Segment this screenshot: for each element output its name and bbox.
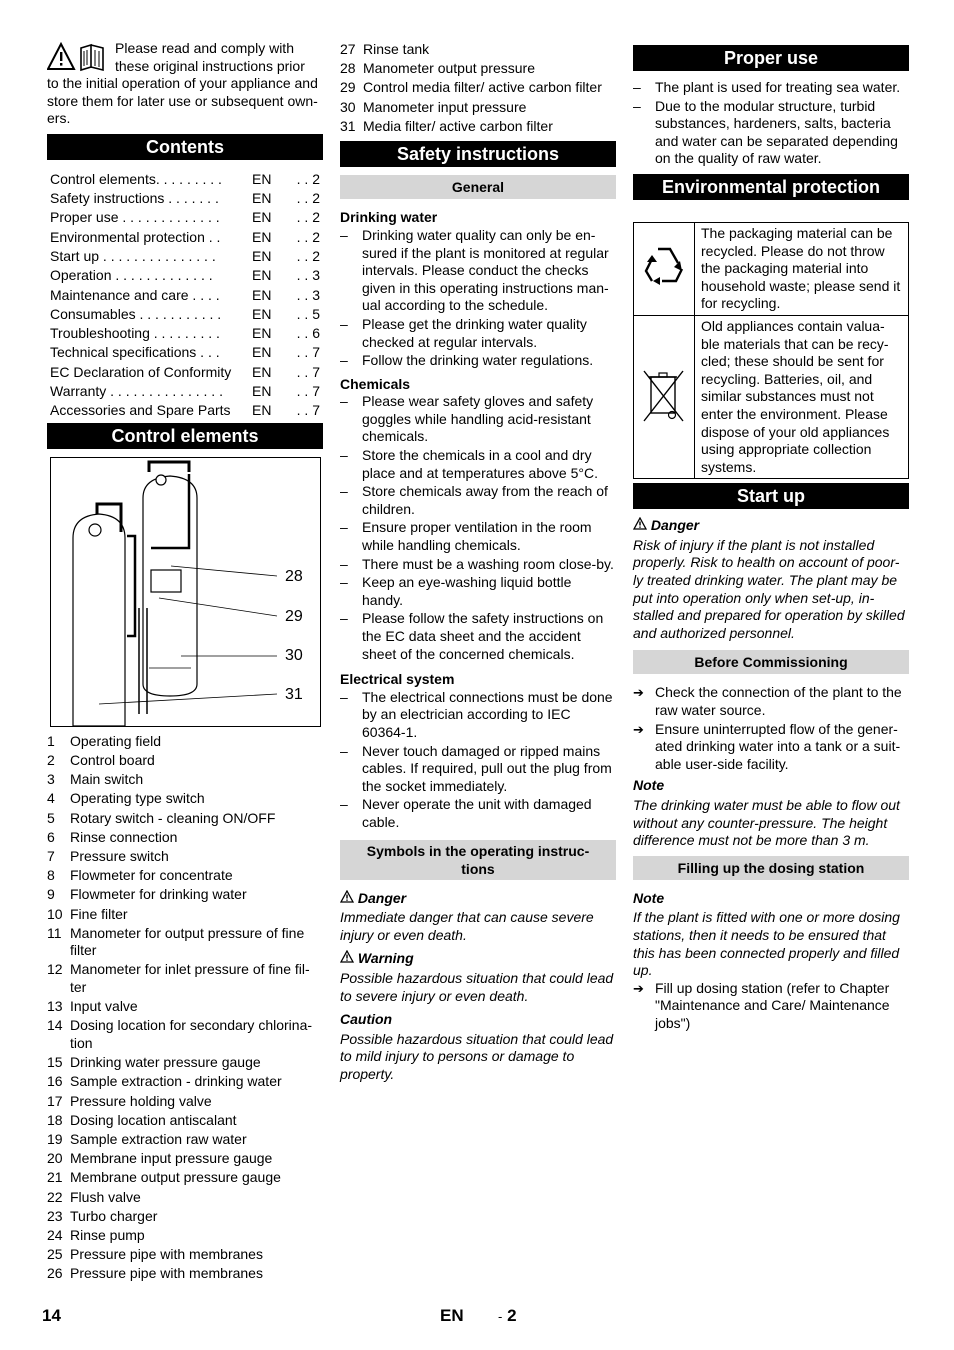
item-text: Membrane output pressure gauge — [70, 1169, 281, 1186]
item-text: Manometer for inlet pressure of fine fil-ter — [70, 961, 310, 996]
list-item — [47, 1131, 323, 1149]
danger-label: Danger — [357, 889, 407, 906]
drinking-water-heading: Drinking water — [340, 209, 438, 226]
proper-use-title: Proper use — [633, 45, 909, 71]
item-text: Control media filter/ active carbon filter — [363, 79, 602, 96]
note-text: The drinking water must be able to flow out without any counter-pressure. The height difference must not be more than 3 m. — [633, 797, 900, 849]
list-item: – The electrical connections must be done by an electrician according to IEC 60364-1. — [340, 689, 616, 742]
item-number: 12 — [47, 961, 63, 978]
list-item: ➔ Fill up dosing station (refer to Chapter "Maintenance and Care/ Maintenance jobs") — [633, 980, 909, 1033]
item-text: Flowmeter for drinking water — [70, 886, 247, 903]
column-left — [47, 40, 323, 1284]
toc-page: . . 7 — [296, 383, 320, 400]
electrical-heading: Electrical system — [340, 671, 455, 688]
item-text: Main switch — [70, 771, 144, 788]
toc-page: . . 5 — [296, 305, 320, 322]
toc-label: EC Declaration of Conformity — [50, 363, 232, 380]
warning-symbol-heading — [340, 950, 616, 968]
toc-label: Safety instructions . . . . . . . — [50, 190, 219, 207]
column-middle — [340, 41, 616, 1083]
list-item — [47, 1227, 323, 1245]
item-number: 25 — [47, 1246, 63, 1263]
toc-lang: EN — [252, 325, 272, 342]
item-number: 29 — [340, 79, 356, 96]
list-item — [47, 790, 323, 808]
contents-table — [47, 170, 323, 421]
list-item: ➔ Ensure uninterrupted flow of the gener-ated drinking water into a tank or a suit-able user-side facility. — [633, 721, 909, 774]
toc-label: Proper use . . . . . . . . . . . . . — [50, 209, 220, 226]
toc-lang: EN — [252, 402, 272, 419]
list-item — [47, 886, 323, 904]
toc-lang: EN — [252, 383, 272, 400]
disposal-text: Old appliances contain valua-ble materials that can be recy-cled; these should be sent for recycling. Batteries, oil, and similar substances must not enter the environment. Please dispose of your old appliances using appropriate collection systems. — [695, 315, 909, 478]
drinking-water-list — [340, 227, 616, 370]
caution-text: Possible hazardous situation that could lead to mild injury to persons or damage to property. — [340, 1030, 614, 1082]
item-text: Pressure switch — [70, 847, 169, 864]
note2-heading: Note — [633, 889, 665, 906]
item-text: Turbo charger — [70, 1207, 158, 1224]
item-text: Membrane input pressure gauge — [70, 1150, 273, 1167]
toc-label: Maintenance and care . . . . — [50, 286, 220, 303]
item-text: Manometer output pressure — [363, 60, 535, 77]
item-number: 27 — [340, 41, 356, 57]
toc-label: Warranty . . . . . . . . . . . . . . . — [50, 383, 223, 400]
column-right — [633, 37, 909, 1034]
list-item: – Never touch damaged or ripped mains cables. If required, pull out the plug from the socket immediately. — [340, 743, 616, 796]
control-elements-list — [47, 733, 323, 1283]
item-number: 1 — [47, 732, 55, 749]
toc-lang: EN — [252, 286, 272, 303]
list-item: – Due to the modular structure, turbid substances, hardeners, salts, bacteria and water can be separated depending on the quality of raw water. — [633, 98, 909, 168]
list-item: – Please wear safety gloves and safety goggles while handling acid-resistant chemicals. — [340, 393, 616, 446]
filling-subtitle: Filling up the dosing station — [633, 856, 909, 880]
before-commissioning-subtitle: Before Commissioning — [633, 650, 909, 674]
toc-lang: EN — [252, 209, 272, 226]
list-item: – Follow the drinking water regulations. — [340, 352, 616, 370]
toc-lang: EN — [252, 248, 272, 264]
item-text: Rinse tank — [363, 41, 430, 57]
list-item: – The plant is used for treating sea water. — [633, 79, 909, 97]
toc-page: . . 7 — [296, 402, 320, 419]
list-item — [340, 118, 616, 136]
item-text: Dosing location antiscalant — [70, 1111, 237, 1128]
toc-row[interactable] — [47, 344, 323, 363]
item-number: 15 — [47, 1054, 63, 1071]
item-text: Media filter/ active carbon filter — [363, 117, 553, 134]
toc-row[interactable] — [47, 286, 323, 305]
control-elements-list-cont — [340, 41, 616, 135]
item-number: 11 — [47, 924, 62, 941]
control-elements-title: Control elements — [47, 423, 323, 449]
warning-label: Warning — [357, 950, 414, 967]
page-number: 14 — [42, 1306, 61, 1325]
intro — [47, 40, 323, 128]
item-text: Input valve — [70, 998, 138, 1015]
item-text: Pressure pipe with membranes — [70, 1265, 263, 1282]
toc-row[interactable] — [47, 266, 323, 285]
note-heading: Note — [633, 777, 665, 794]
item-text: Pressure pipe with membranes — [70, 1246, 263, 1263]
list-item — [47, 867, 323, 885]
list-item — [340, 79, 616, 97]
proper-use-list — [633, 79, 909, 168]
item-number: 28 — [340, 60, 356, 77]
toc-label: Technical specifications . . . — [50, 344, 220, 361]
toc-lang: EN — [252, 170, 272, 187]
footer-dash: - — [498, 1309, 503, 1324]
recycle-text: The packaging material can be recycled. Please do not throw the packaging material into household waste; please send it for recycling. — [695, 222, 909, 315]
toc-page: . . 2 — [296, 209, 320, 226]
toc-lang: EN — [252, 267, 272, 284]
item-number: 19 — [47, 1130, 63, 1147]
fill-list — [633, 980, 909, 1033]
toc-label: Start up . . . . . . . . . . . . . . . — [50, 248, 216, 264]
electrical-list — [340, 689, 616, 832]
item-number: 10 — [47, 905, 63, 922]
list-item: – Please get the drinking water quality checked at regular intervals. — [340, 316, 616, 351]
toc-row[interactable] — [47, 247, 323, 266]
item-number: 22 — [47, 1188, 63, 1205]
item-number: 6 — [47, 828, 55, 845]
safety-title: Safety instructions — [340, 141, 616, 167]
toc-lang: EN — [252, 305, 272, 322]
control-box — [151, 570, 181, 592]
list-item: – Store chemicals away from the reach of children. — [340, 483, 616, 518]
item-text: Operating field — [70, 732, 162, 749]
footer-language: EN — [440, 1306, 464, 1325]
toc-page: . . 7 — [296, 344, 320, 361]
item-text: Pressure holding valve — [70, 1092, 212, 1109]
toc-page: . . 6 — [296, 325, 320, 342]
toc-lang: EN — [252, 344, 272, 361]
toc-label: Troubleshooting . . . . . . . . . — [50, 325, 220, 342]
intro-line-2: these original instructions prior — [115, 57, 305, 74]
environment-table — [633, 222, 909, 479]
recycle-icon — [638, 241, 690, 293]
item-number: 8 — [47, 867, 55, 884]
list-item — [47, 1054, 323, 1072]
toc-label: Operation . . . . . . . . . . . . . — [50, 267, 213, 284]
toc-row[interactable] — [47, 382, 323, 401]
list-item — [47, 810, 323, 828]
item-text: Manometer for output pressure of fine filter — [70, 924, 305, 959]
item-number: 13 — [47, 998, 63, 1015]
danger-symbol-heading — [340, 890, 616, 908]
item-text: Control board — [70, 752, 155, 769]
item-text: Rotary switch - cleaning ON/OFF — [70, 809, 276, 826]
item-number: 9 — [47, 886, 55, 903]
plant-illustration — [51, 458, 319, 726]
toc-row[interactable] — [47, 170, 323, 189]
list-item — [47, 961, 323, 996]
item-number: 14 — [47, 1017, 63, 1034]
list-item — [47, 1112, 323, 1130]
intro-rest: to the initial operation of your appliance and store them for later use or subsequent own-ers. — [47, 75, 318, 127]
item-number: 24 — [47, 1226, 63, 1243]
toc-row[interactable] — [47, 305, 323, 324]
list-item — [47, 1017, 323, 1052]
environment-title: Environmental protection — [633, 174, 909, 200]
toc-label: Environmental protection . . — [50, 228, 221, 245]
list-item — [47, 1073, 323, 1091]
list-item — [47, 1189, 323, 1207]
toc-page: . . 2 — [296, 170, 320, 187]
item-text: Operating type switch — [70, 790, 205, 807]
toc-page: . . 3 — [296, 286, 320, 303]
symbols-subtitle: Symbols in the operating instruc-tions — [340, 840, 616, 880]
warning-text: Possible hazardous situation that could lead to severe injury or even death. — [340, 969, 614, 1004]
item-number: 7 — [47, 847, 55, 864]
item-text: Fine filter — [70, 905, 128, 922]
item-text: Manometer input pressure — [363, 98, 527, 115]
crossed-bin-icon — [641, 365, 687, 425]
start-danger-text: Risk of injury if the plant is not installed properly. Risk to health on account of poor-ly treated drinking water. The plant may be put into operation only when set-up, in-stalled and prepared for operation by skilled and authorized personnel. — [633, 536, 905, 641]
item-number: 31 — [340, 117, 356, 134]
contents-title: Contents — [47, 134, 323, 160]
list-item: ➔ Check the connection of the plant to the raw water source. — [633, 684, 909, 719]
chemicals-heading: Chemicals — [340, 375, 411, 392]
item-text: Flowmeter for concentrate — [70, 867, 233, 884]
start-danger-label: Danger — [650, 517, 700, 534]
toc-row[interactable] — [47, 402, 323, 421]
list-item — [47, 1169, 323, 1187]
start-up-title: Start up — [633, 483, 909, 509]
list-item — [47, 1265, 323, 1283]
item-number: 21 — [47, 1169, 63, 1186]
toc-page: . . 2 — [296, 248, 320, 264]
item-number: 20 — [47, 1150, 63, 1167]
toc-page: . . 2 — [296, 228, 320, 245]
list-item: – Ensure proper ventilation in the room while handling chemicals. — [340, 519, 616, 554]
before-commissioning-list — [633, 684, 909, 773]
figure-label-28: 28 — [285, 567, 303, 585]
item-number: 4 — [47, 790, 55, 807]
toc-row[interactable] — [47, 209, 323, 228]
plant-figure — [50, 457, 321, 727]
item-number: 3 — [47, 771, 55, 788]
toc-page: . . 7 — [296, 363, 320, 380]
toc-lang: EN — [252, 190, 272, 207]
list-item — [47, 925, 323, 960]
list-item: – Drinking water quality can only be en-sured if the plant is monitored at regular intervals. Please conduct the checks given in this operating instructions man-ual according to the schedule. — [340, 227, 616, 315]
item-number: 5 — [47, 809, 55, 826]
item-number: 17 — [47, 1092, 63, 1109]
toc-page: . . 3 — [296, 267, 320, 284]
item-text: Rinse pump — [70, 1226, 145, 1243]
list-item — [47, 771, 323, 789]
list-item — [47, 733, 323, 751]
toc-row[interactable] — [47, 228, 323, 247]
general-subtitle: General — [340, 175, 616, 199]
list-item — [47, 752, 323, 770]
list-item: – There must be a washing room close-by. — [340, 556, 616, 574]
item-text: Sample extraction raw water — [70, 1130, 247, 1147]
item-number: 26 — [47, 1265, 63, 1282]
item-number: 23 — [47, 1207, 63, 1224]
recycle-icon-cell — [634, 222, 695, 315]
toc-row[interactable] — [47, 324, 323, 343]
list-item — [47, 1150, 323, 1168]
list-item — [340, 60, 616, 78]
toc-row[interactable] — [47, 363, 323, 382]
note2-text: If the plant is fitted with one or more dosing stations, then it needs to be ensured that this has been connected properly and filled up. — [633, 909, 900, 979]
list-item — [340, 41, 616, 59]
bin-icon-cell — [634, 315, 695, 478]
footer-num: 2 — [507, 1306, 517, 1325]
list-item: – Keep an eye-washing liquid bottle handy. — [340, 574, 616, 609]
item-number: 30 — [340, 98, 356, 115]
list-item — [47, 998, 323, 1016]
warning-triangle-icon — [340, 890, 354, 908]
toc-lang: EN — [252, 228, 272, 245]
intro-line-1: Please read and comply with — [115, 40, 294, 56]
toc-label: Accessories and Spare Parts — [50, 402, 231, 419]
list-item — [340, 99, 616, 117]
list-item: – Please follow the safety instructions on the EC data sheet and the accident sheet of the concerned chemicals. — [340, 610, 616, 663]
item-number: 18 — [47, 1111, 63, 1128]
list-item — [47, 1208, 323, 1226]
item-number: 16 — [47, 1073, 63, 1090]
figure-label-29: 29 — [285, 607, 303, 625]
toc-lang: EN — [252, 363, 272, 380]
item-number: 2 — [47, 752, 55, 769]
start-danger-heading — [633, 517, 909, 535]
list-item — [47, 1246, 323, 1264]
list-item — [47, 848, 323, 866]
read-manual-icon — [47, 42, 109, 72]
chemicals-list — [340, 393, 616, 663]
footer-section-page — [498, 1307, 517, 1326]
caution-heading: Caution — [340, 1011, 393, 1028]
list-item — [47, 1093, 323, 1111]
toc-row[interactable] — [47, 189, 323, 208]
warning-triangle-icon — [340, 950, 354, 968]
list-item: – Store the chemicals in a cool and dry place and at temperatures above 5°C. — [340, 447, 616, 482]
item-text: Drinking water pressure gauge — [70, 1054, 261, 1071]
item-text: Sample extraction - drinking water — [70, 1073, 282, 1090]
figure-label-31: 31 — [285, 685, 303, 703]
toc-page: . . 2 — [296, 190, 320, 207]
item-text: Flush valve — [70, 1188, 141, 1205]
warning-triangle-icon — [633, 517, 647, 535]
figure-label-30: 30 — [285, 646, 303, 664]
list-item: – Never operate the unit with damaged cable. — [340, 796, 616, 831]
list-item — [47, 829, 323, 847]
item-text: Rinse connection — [70, 828, 178, 845]
danger-text: Immediate danger that can cause severe injury or even death. — [340, 909, 594, 943]
toc-label: Consumables . . . . . . . . . . . — [50, 305, 222, 322]
list-item — [47, 906, 323, 924]
toc-label: Control elements. . . . . . . . . — [50, 170, 222, 187]
item-text: Dosing location for secondary chlorina-tion — [70, 1017, 313, 1052]
